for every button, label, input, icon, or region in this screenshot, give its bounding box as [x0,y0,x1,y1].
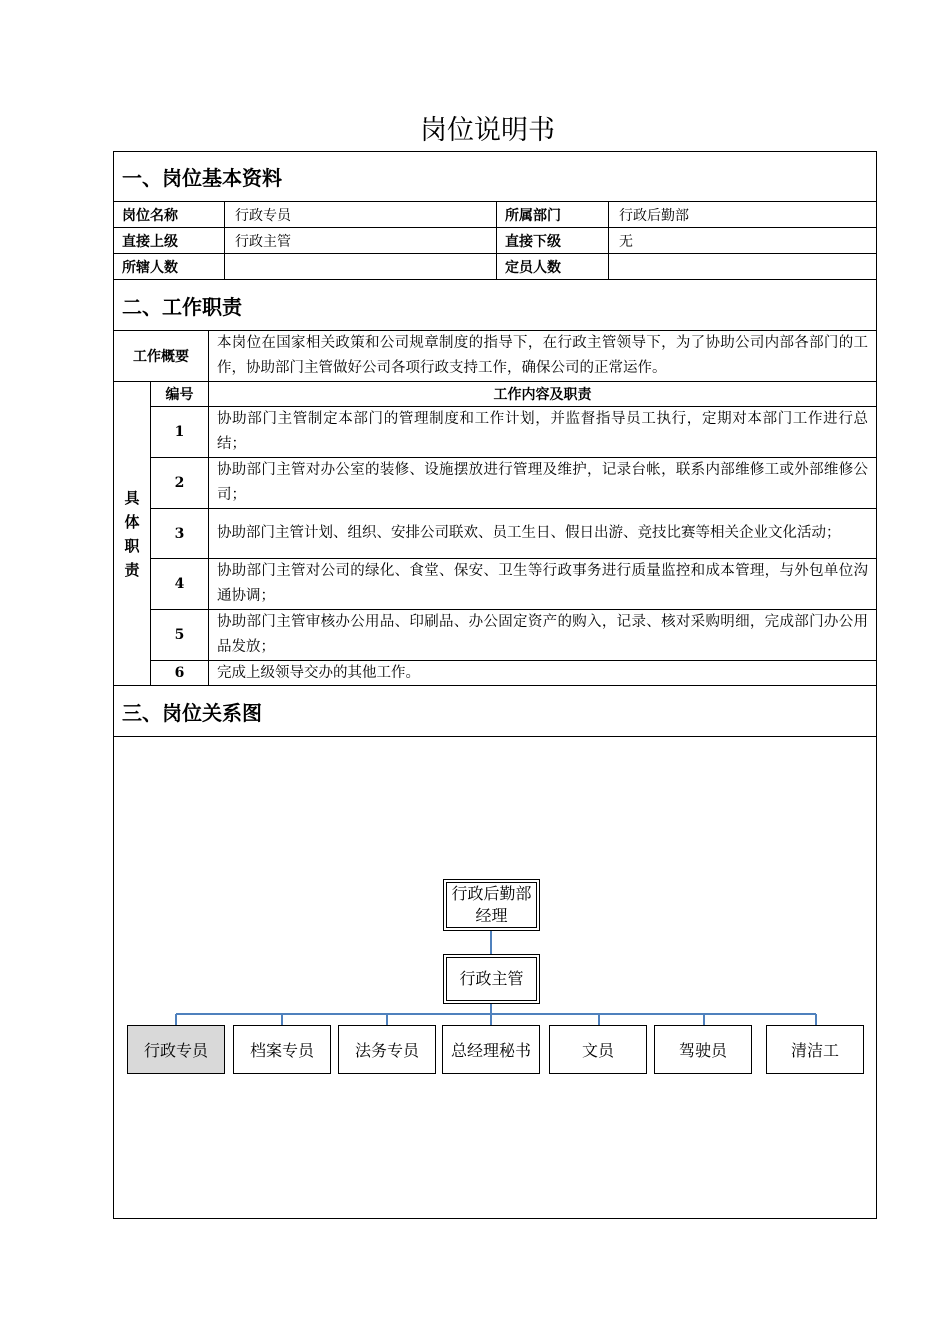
org-node-supervisor [443,954,540,1004]
section1-heading: 一、岗位基本资料 [114,152,876,202]
duty-number: 4 [151,559,209,609]
duties-side-text: 具体职责 [124,488,140,579]
label-department: 所属部门 [497,202,609,227]
duty-number: 3 [151,509,209,558]
value-direct-superior: 行政主管 [225,228,497,253]
duty-text: 协助部门主管计划、组织、安排公司联欢、员工生日、假日出游、竞技比赛等相关企业文化活动； [217,525,841,541]
org-node-legal-specialist: 法务专员 [338,1025,436,1074]
section3-heading: 三、岗位关系图 [114,686,876,737]
label-direct-superior: 直接上级 [114,228,225,253]
org-node-supervisor-label: 行政主管 [446,957,537,1001]
col-number-header: 编号 [151,382,209,406]
org-node-manager [443,879,540,931]
duty-text: 协助部门主管审核办公用品、印刷品、办公固定资产的购入，记录、核对采购明细，完成部门办公用品发放； [217,614,868,655]
section2-heading: 二、工作职责 [114,280,876,331]
duty-text: 协助部门主管制定本部门的管理制度和工作计划，并监督指导员工执行，定期对本部门工作进行总结； [217,411,868,452]
summary-label: 工作概要 [114,331,209,381]
duty-number: 6 [151,661,209,685]
summary-text: 本岗位在国家相关政策和公司规章制度的指导下，在行政主管领导下，为了协助公司内部各部门的工作，协助部门主管做好公司各项行政支持工作，确保公司的正常运作。 [217,335,868,376]
org-node-cleaner: 清洁工 [766,1025,864,1074]
value-department: 行政后勤部 [619,207,689,224]
label-position-name: 岗位名称 [114,202,225,227]
org-node-driver: 驾驶员 [654,1025,752,1074]
label-direct-subordinate: 直接下级 [497,228,609,253]
org-node-admin-specialist: 行政专员 [127,1025,225,1074]
duty-text: 完成上级领导交办的其他工作。 [217,664,420,681]
org-node-manager-label: 行政后勤部经理 [446,882,537,928]
duty-number: 2 [151,458,209,508]
org-node-archive-specialist: 档案专员 [233,1025,331,1074]
label-headcount: 定员人数 [497,254,609,279]
page-title: 岗位说明书 [420,115,555,146]
duty-number: 1 [151,407,209,457]
duty-text: 协助部门主管对公司的绿化、食堂、保安、卫生等行政事务进行质量监控和成本管理，与外包单位沟通协调； [217,563,868,604]
duty-text: 协助部门主管对办公室的装修、设施摆放进行管理及维护，记录台帐，联系内部维修工或外部维修公司； [217,462,868,503]
duty-number: 5 [151,610,209,660]
label-managed-count: 所辖人数 [114,254,225,279]
org-node-gm-secretary: 总经理秘书 [442,1025,540,1074]
value-direct-subordinate: 无 [619,233,633,250]
col-content-header: 工作内容及职责 [493,387,592,403]
value-position-name: 行政专员 [225,202,497,227]
org-node-clerk: 文员 [549,1025,647,1074]
job-description-table [113,151,877,1219]
